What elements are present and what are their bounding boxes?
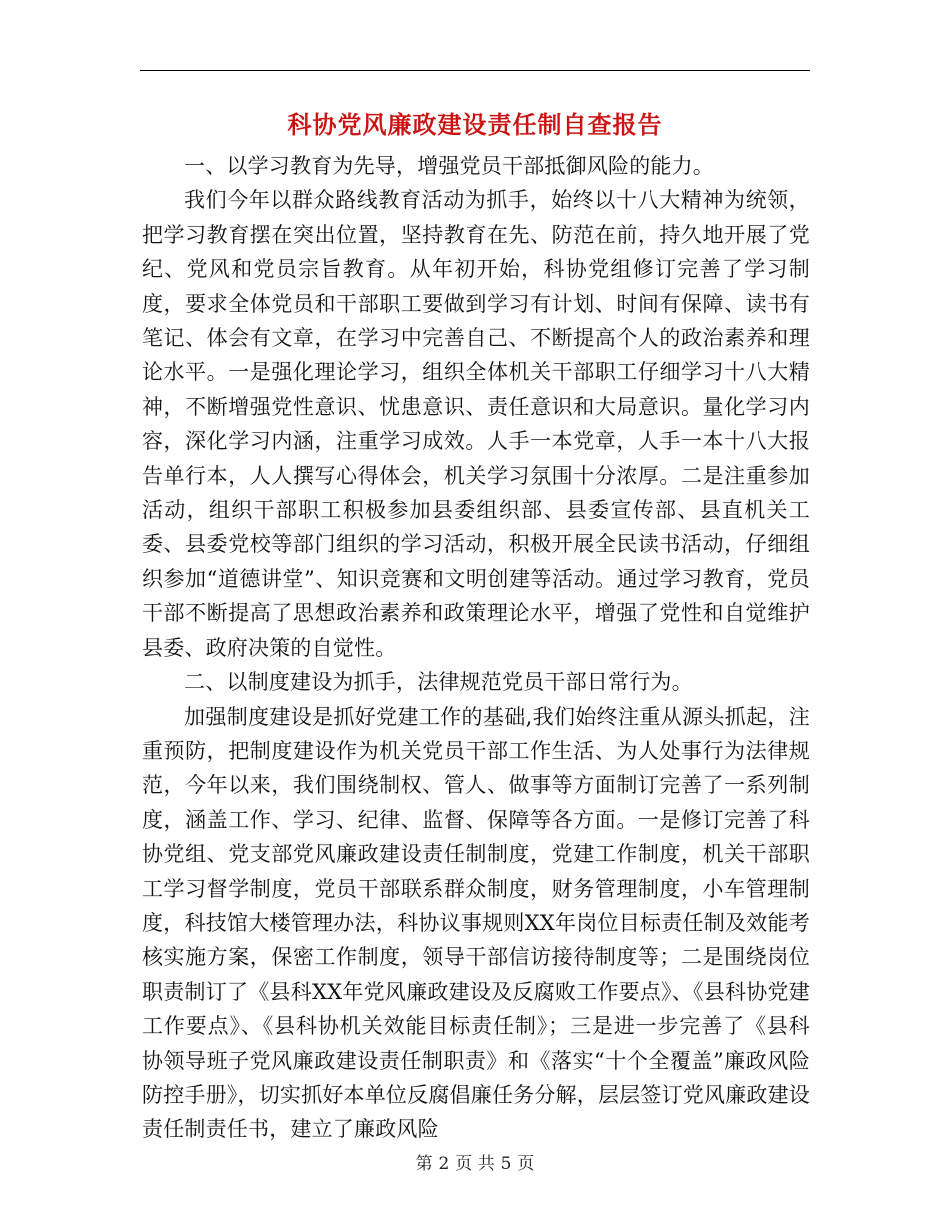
page-footer <box>140 1152 810 1176</box>
footer-middle: 页 共 <box>455 1154 495 1174</box>
body-paragraph-2: 加强制度建设是抓好党建工作的基础,我们始终注重从源头抓起，注重预防，把制度建设作为机关党员干部工作生活、为人处事行为法律规范，今年以来，我们围绕制权、管人、做事等方面制订完善了一系列制度，涵盖工作、学习、纪律、监督、保障等各方面。一是修订完善了科协党组、党支部党风廉政建设责任制制度，党建工作制度，机关干部职工学习督学制度，党员干部联系群众制度，财务管理制度，小车管理制度，科技馆大楼管理办法，科协议事规则XX年岗位目标责任制及效能考核实施方案，保密工作制度，领导干部信访接待制度等；二是围绕岗位职责制订了《县科XX年党风廉政建设及反腐败工作要点》、《县科协党建工作要点》、《县科协机关效能目标责任制》；三是进一步完善了《县科协领导班子党风廉政建设责任制职责》和《落实“十个全覆盖”廉政风险防控手册》，切实抓好本单位反腐倡廉任务分解，层层签订党风廉政建设责任制责任书，建立了廉政风险 <box>142 704 810 1142</box>
footer-suffix: 页 <box>517 1154 535 1174</box>
section-heading-2: 二、以制度建设为抓手，法律规范党员干部日常行为。 <box>184 670 693 695</box>
header-rule <box>140 70 810 71</box>
footer-page-number: 2 <box>438 1154 450 1174</box>
document-title: 科协党风廉政建设责任制自查报告 <box>287 110 663 139</box>
body-paragraph-1: 我们今年以群众路线教育活动为抓手，始终以十八大精神为统领，把学习教育摆在突出位置，坚持教育在先、防范在前，持久地开展了党纪、党风和党员宗旨教育。从年初开始，科协党组修订完善了学习制度，要求全体党员和干部职工要做到学习有计划、时间有保障、读书有笔记、体会有文章，在学习中完善自己、不断提高个人的政治素养和理论水平。一是强化理论学习，组织全体机关干部职工仔细学习十八大精神，不断增强党性意识、忧患意识、责任意识和大局意识。量化学习内容，深化学习内涵，注重学习成效。人手一本党章，人手一本十八大报告单行本，人人撰写心得体会，机关学习氛围十分浓厚。二是注重参加活动，组织干部职工积极参加县委组织部、县委宣传部、县直机关工委、县委党校等部门组织的学习活动，积极开展全民读书活动，仔细组织参加“道德讲堂”、知识竞赛和文明创建等活动。通过学习教育，党员干部不断提高了思想政治素养和政策理论水平，增强了党性和自觉维护县委、政府决策的自觉性。 <box>142 188 810 660</box>
document-body <box>142 149 810 1147</box>
footer-total-pages: 5 <box>500 1154 512 1174</box>
section-heading-1: 一、以学习教育为先导，增强党员干部抵御风险的能力。 <box>184 154 714 178</box>
footer-prefix: 第 <box>415 1154 433 1174</box>
